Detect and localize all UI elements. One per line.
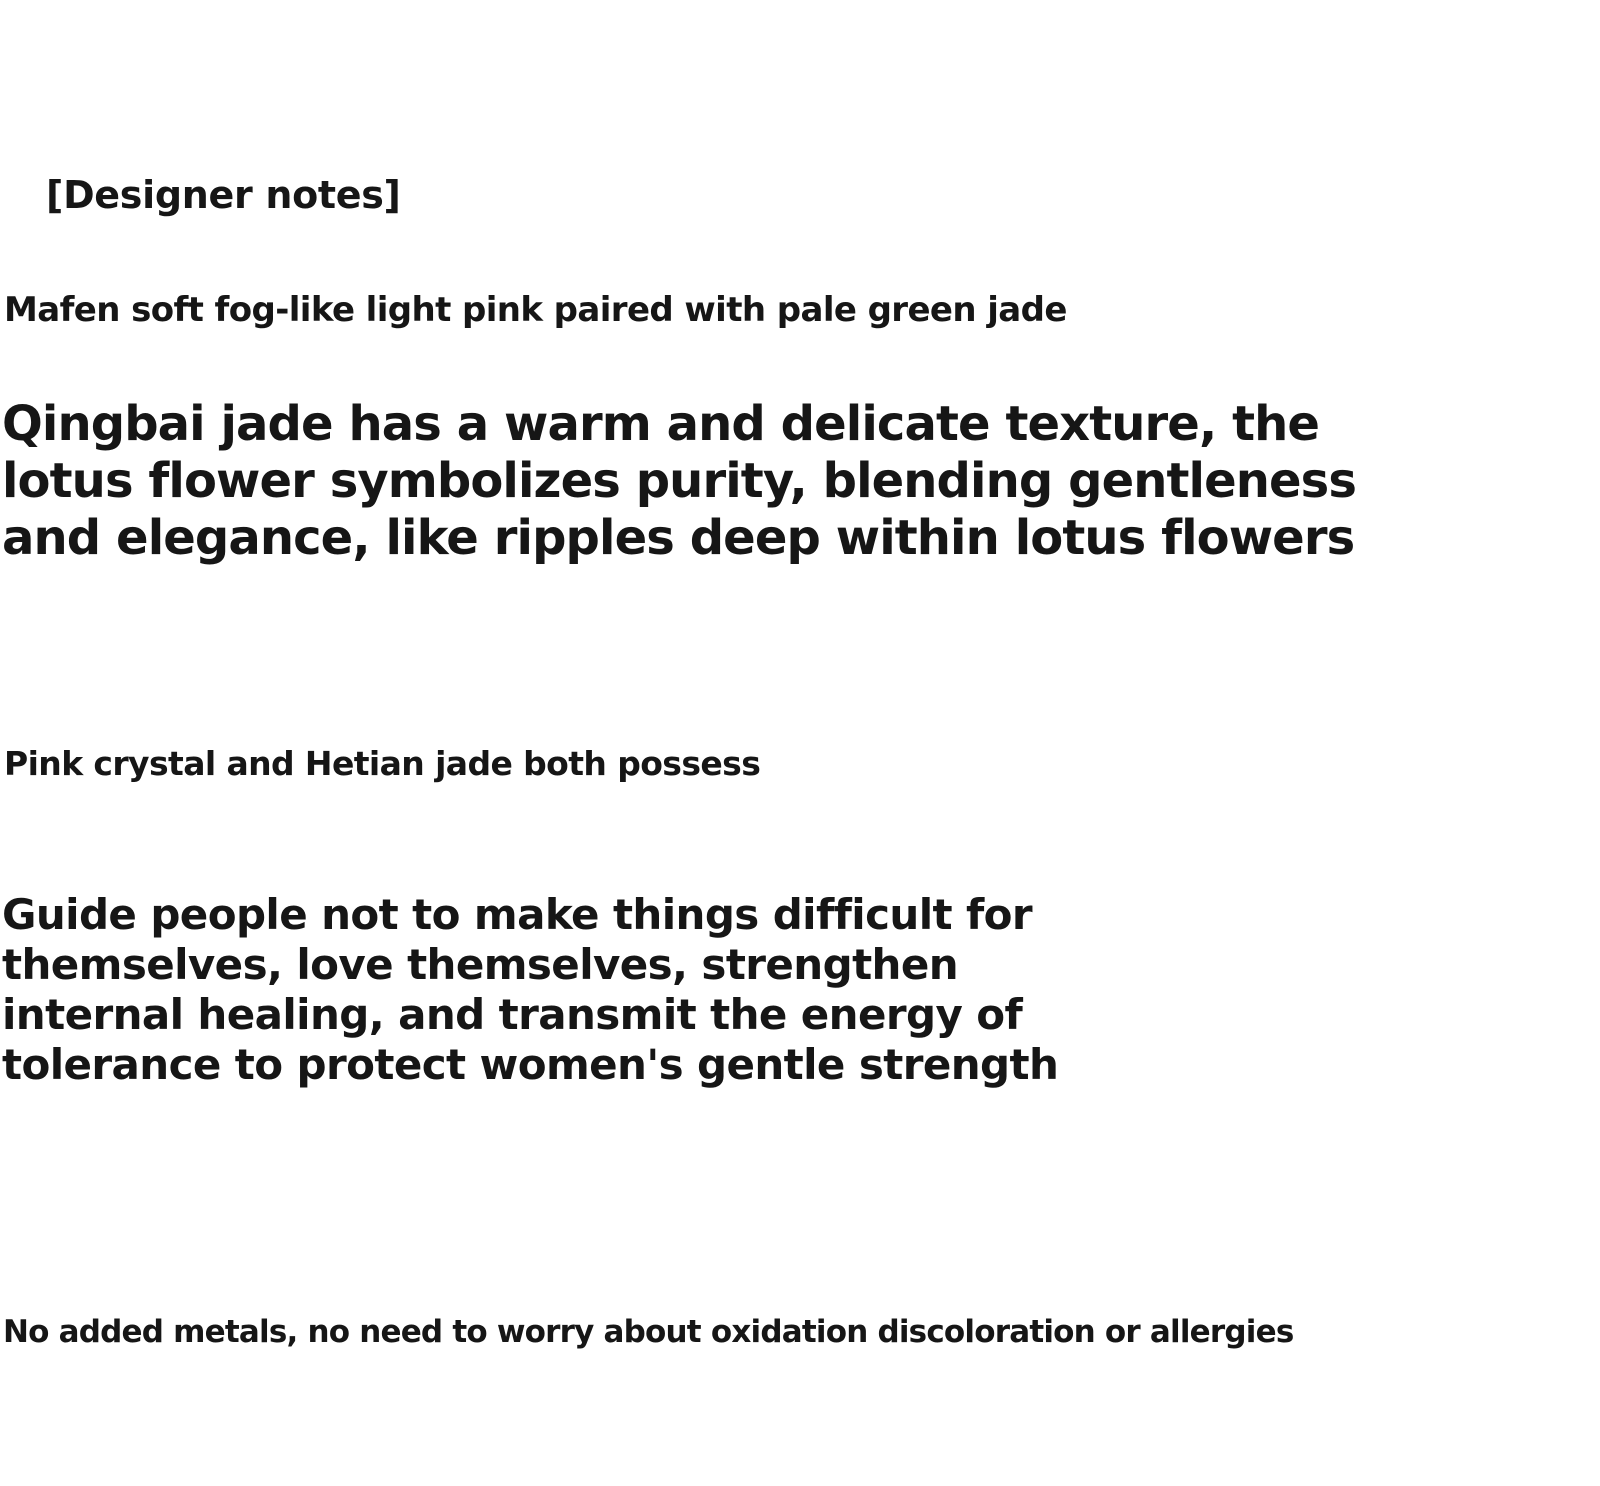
- jade-description-line: and elegance, like ripples deep within lotus flowers: [2, 510, 1355, 566]
- jade-description-paragraph: [2, 396, 1356, 567]
- designer-notes-heading: [Designer notes]: [46, 173, 401, 217]
- jade-description-line: lotus flower symbolizes purity, blending gentleness: [2, 453, 1357, 509]
- guide-line: themselves, love themselves, strengthen: [2, 940, 959, 989]
- jade-description-line: Qingbai jade has a warm and delicate texture, the: [2, 396, 1320, 452]
- no-metals-text: No added metals, no need to worry about oxidation discoloration or allergies: [3, 1314, 1294, 1350]
- guide-paragraph: [2, 890, 1058, 1090]
- guide-line: internal healing, and transmit the energy of: [2, 990, 1023, 1039]
- color-pairing-text: Mafen soft fog-like light pink paired with pale green jade: [4, 290, 1067, 330]
- guide-line: tolerance to protect women's gentle strength: [2, 1040, 1059, 1089]
- guide-line: Guide people not to make things difficult for: [2, 890, 1033, 939]
- crystal-jade-text: Pink crystal and Hetian jade both possess: [4, 744, 761, 783]
